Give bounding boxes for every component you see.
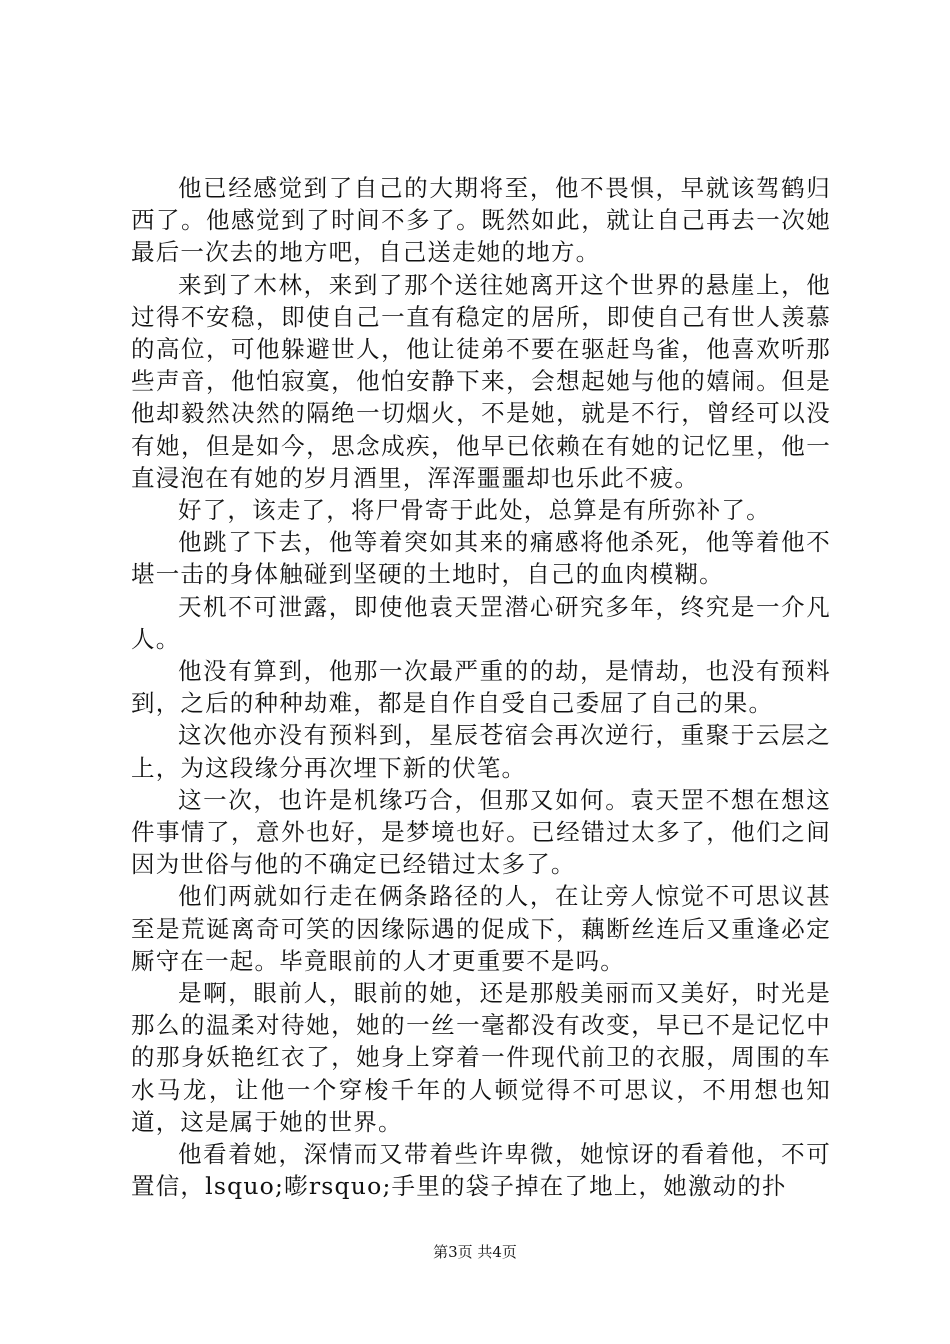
- paragraph-1: 他已经感觉到了自己的大期将至，他不畏惧，早就该驾鹤归西了。他感觉到了时间不多了。既然如此，就让自己再去一次她最后一次去的地方吧，自己送走她的地方。: [131, 174, 831, 267]
- paragraph-8: 这一次，也许是机缘巧合，但那又如何。袁天罡不想在想这件事情了，意外也好，是梦境也好。已经错过太多了，他们之间因为世俗与他的不确定已经错过太多了。: [131, 785, 831, 879]
- paragraph-3: 好了，该走了，将尸骨寄于此处，总算是有所弥补了。: [178, 496, 771, 525]
- paragraph-9: 他们两就如行走在俩条路径的人，在让旁人惊觉不可思议甚至是荒诞离奇可笑的因缘际遇的促成下，藕断丝连后又重逢必定厮守在一起。毕竟眼前的人才更重要不是吗。: [131, 882, 831, 975]
- paragraph-11: 他看着她，深情而又带着些许卑微，她惊讶的看着他，不可置信，lsquo;嘭rsquo;手里的袋子掉在了地上，她激动的扑: [131, 1140, 831, 1201]
- page-footer: 第3页 共4页: [433, 1243, 517, 1261]
- paragraph-6: 他没有算到，他那一次最严重的的劫，是情劫，也没有预料到，之后的种种劫难，都是自作自受自己委屈了自己的果。: [131, 657, 831, 718]
- paragraph-7: 这次他亦没有预料到，星辰苍宿会再次逆行，重聚于云层之上，为这段缘分再次埋下新的伏笔。: [131, 721, 831, 782]
- body-text: [131, 172, 831, 1203]
- paragraph-10: 是啊，眼前人，眼前的她，还是那般美丽而又美好，时光是那么的温柔对待她，她的一丝一毫都没有改变，早已不是记忆中的那身妖艳红衣了，她身上穿着一件现代前卫的衣服，周围的车水马龙，让他一个穿梭千年的人顿觉得不可思议，不用想也知道，这是属于她的世界。: [131, 979, 831, 1136]
- paragraph-4: 他跳了下去，他等着突如其来的痛感将他杀死，他等着他不堪一击的身体触碰到坚硬的土地时，自己的血肉模糊。: [131, 528, 831, 589]
- paragraph-2: 来到了木林，来到了那个送往她离开这个世界的悬崖上，他过得不安稳，即使自己一直有稳定的居所，即使自己有世人羡慕的高位，可他躲避世人，他让徒弟不要在驱赶鸟雀，他喜欢听那些声音，他怕寂寞，他怕安静下来，会想起她与他的嬉闹。但是他却毅然决然的隔绝一切烟火，不是她，就是不行，曾经可以没有她，但是如今，思念成疾，他早已依赖在有她的记忆里，他一直浸泡在有她的岁月酒里，浑浑噩噩却也乐此不疲。: [131, 270, 831, 492]
- paragraph-5: 天机不可泄露，即使他袁天罡潜心研究多年，终究是一介凡人。: [131, 592, 831, 653]
